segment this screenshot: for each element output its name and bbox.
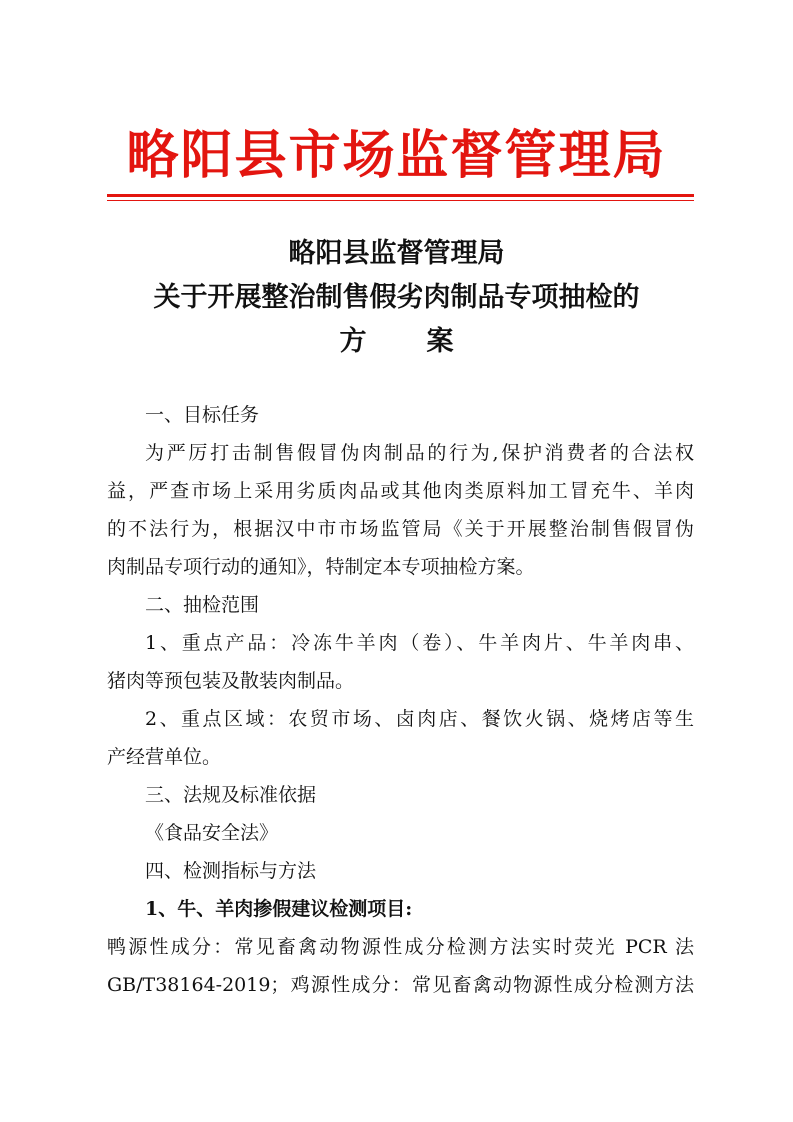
title-line-3-b: 案	[426, 326, 454, 357]
section-1-line-3: 的不法行为，根据汉中市市场监管局《关于开展整治制售假冒伪	[107, 518, 694, 540]
letterhead-org-name: 略阳县市场监督管理局	[126, 125, 667, 186]
section-4-line-2: GB/T38164-2019；鸡源性成分：常见畜禽动物源性成分检测方法	[107, 974, 694, 996]
section-2-heading: 二、抽检范围	[145, 594, 260, 616]
section-1-line-4: 肉制品专项行动的通知》，特制定本专项抽检方案。	[107, 556, 535, 578]
title-line-2: 关于开展整治制售假劣肉制品专项抽检的	[153, 282, 640, 313]
section-1-line-1: 为严厉打击制售假冒伪肉制品的行为,保护消费者的合法权	[145, 442, 694, 464]
section-3-line-1: 《食品安全法》	[145, 822, 279, 844]
document-title	[0, 232, 793, 364]
title-line-3	[0, 320, 793, 364]
section-1-line-2: 益，严查市场上采用劣质肉品或其他肉类原料加工冒充牛、羊肉	[107, 480, 694, 502]
section-2-item-1-line-1: 1、重点产品：冷冻牛羊肉（卷）、牛羊肉片、牛羊肉串、	[145, 632, 694, 654]
section-2-item-2-line-1: 2、重点区域：农贸市场、卤肉店、餐饮火锅、烧烤店等生	[145, 708, 694, 730]
section-3-heading: 三、法规及标准依据	[145, 784, 317, 806]
section-4-heading: 四、检测指标与方法	[145, 860, 317, 882]
section-1-heading: 一、目标任务	[145, 404, 260, 426]
title-line-3-a: 方	[339, 326, 367, 357]
section-4-subheading-1: 1、牛、羊肉掺假建议检测项目:	[145, 898, 413, 920]
letterhead-rule-thin	[107, 200, 694, 201]
section-4-line-1: 鸭源性成分：常见畜禽动物源性成分检测方法实时荧光 PCR 法	[107, 936, 694, 958]
letterhead-rule-thick	[107, 194, 694, 197]
section-2-item-2-line-2: 产经营单位。	[107, 746, 222, 768]
document-body	[107, 396, 694, 1004]
section-2-item-1-line-2: 猪肉等预包装及散装肉制品。	[107, 670, 355, 692]
title-line-1: 略阳县监督管理局	[288, 238, 505, 269]
